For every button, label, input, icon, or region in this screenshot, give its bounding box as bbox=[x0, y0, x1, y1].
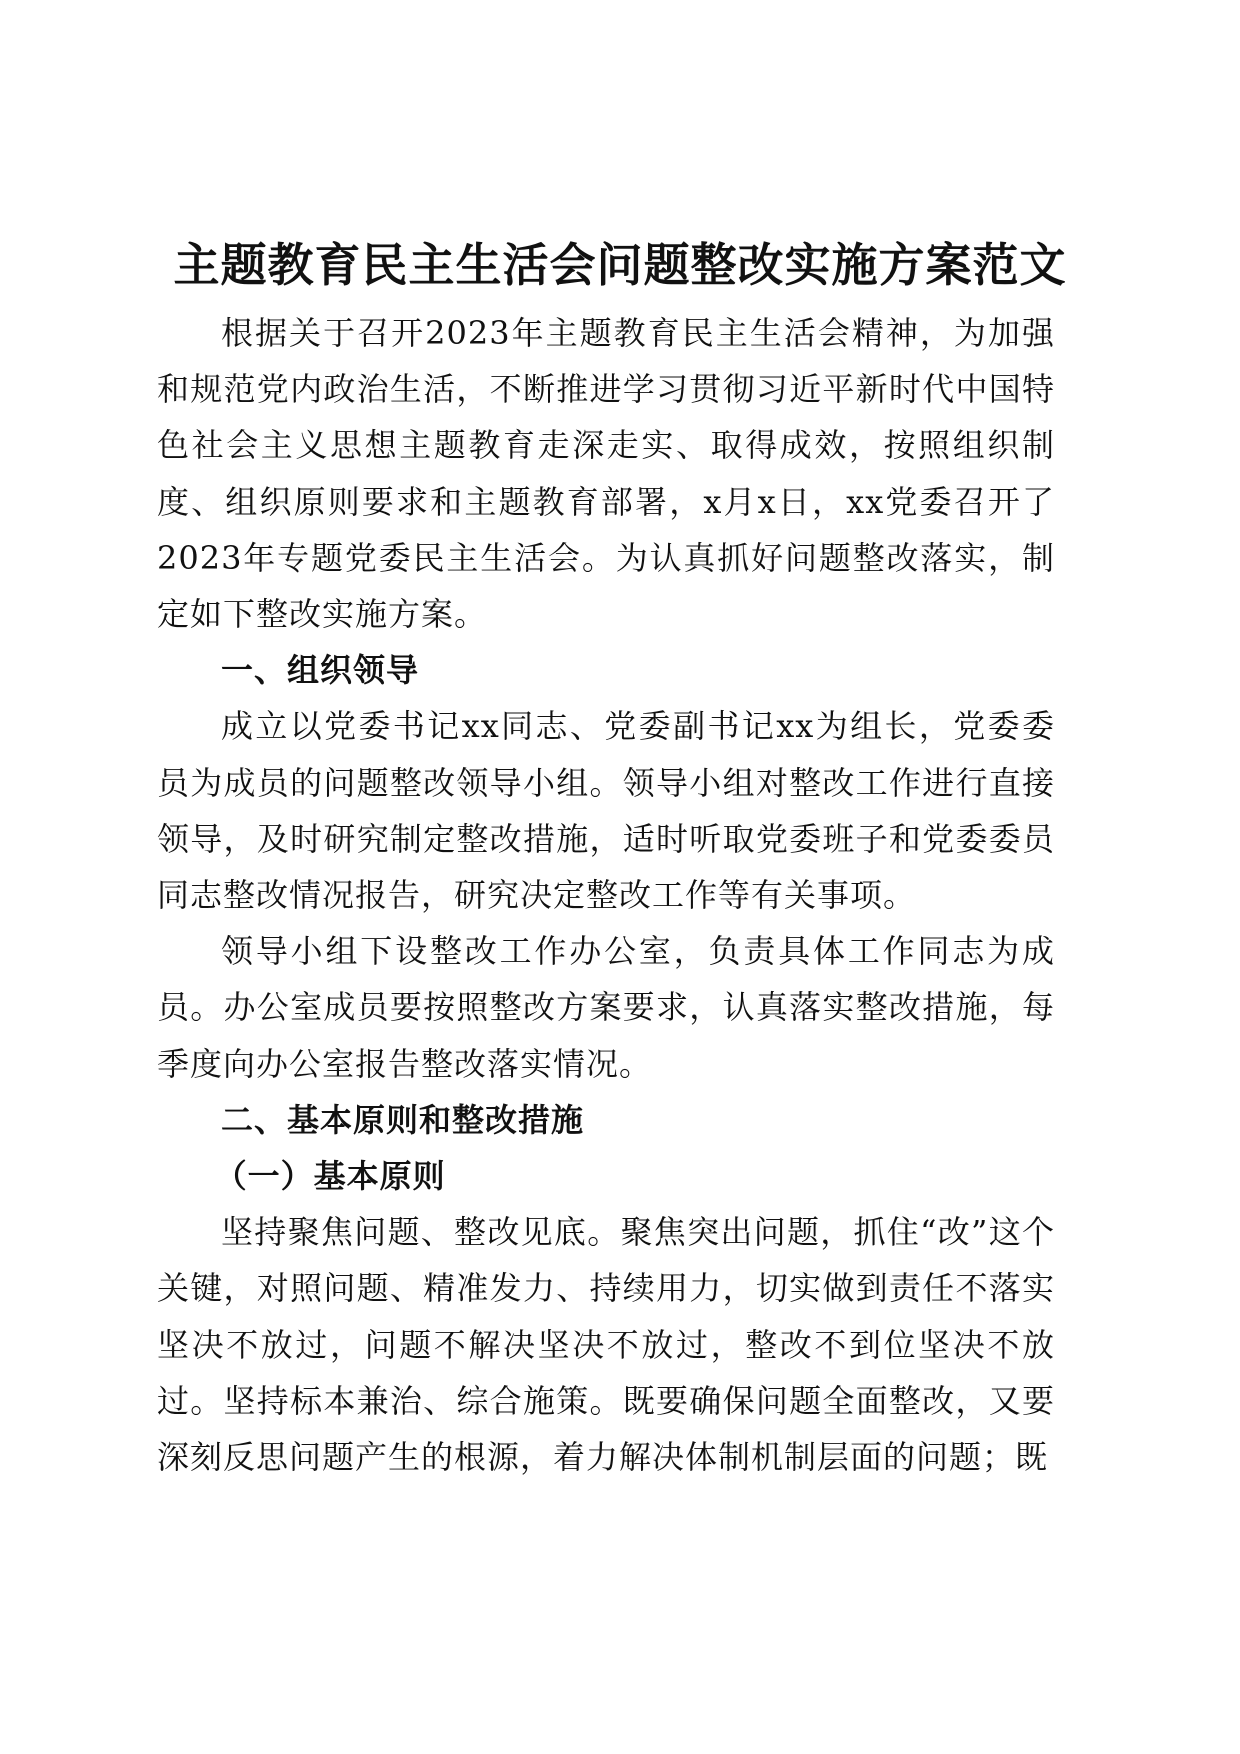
document-body bbox=[157, 305, 1055, 1485]
intro-paragraph: 根据关于召开2023年主题教育民主生活会精神，为加强和规范党内政治生活，不断推进学习贯彻习近平新时代中国特色社会主义思想主题教育走深走实、取得成效，按照组织制度、组织原则要求和主题教育部署，x月x日，xx党委召开了2023年专题党委民主生活会。为认真抓好问题整改落实，制定如下整改实施方案。 bbox=[157, 314, 1055, 634]
section1-paragraph-1: 成立以党委书记xx同志、党委副书记xx为组长，党委委员为成员的问题整改领导小组。领导小组对整改工作进行直接领导，及时研究制定整改措施，适时听取党委班子和党委委员同志整改情况报告，研究决定整改工作等有关事项。 bbox=[157, 707, 1055, 915]
section-heading-organization: 一、组织领导 bbox=[221, 651, 420, 690]
subsection-heading-basic-principles: （一）基本原则 bbox=[214, 1157, 446, 1196]
section1-paragraph-2: 领导小组下设整改工作办公室，负责具体工作同志为成员。办公室成员要按照整改方案要求，认真落实整改措施，每季度向办公室报告整改落实情况。 bbox=[157, 932, 1055, 1083]
document-title: 主题教育民主生活会问题整改实施方案范文 bbox=[173, 238, 1067, 292]
section-heading-principles: 二、基本原则和整改措施 bbox=[221, 1100, 585, 1139]
section2-paragraph-1: 坚持聚焦问题、整改见底。聚焦突出问题，抓住“改”这个关键，对照问题、精准发力、持续用力，切实做到责任不落实坚决不放过，问题不解决坚决不放过，整改不到位坚决不放过。坚持标本兼治、综合施策。既要确保问题全面整改，又要深刻反思问题产生的根源，着力解决体制机制层面的问题；既 bbox=[157, 1213, 1055, 1477]
